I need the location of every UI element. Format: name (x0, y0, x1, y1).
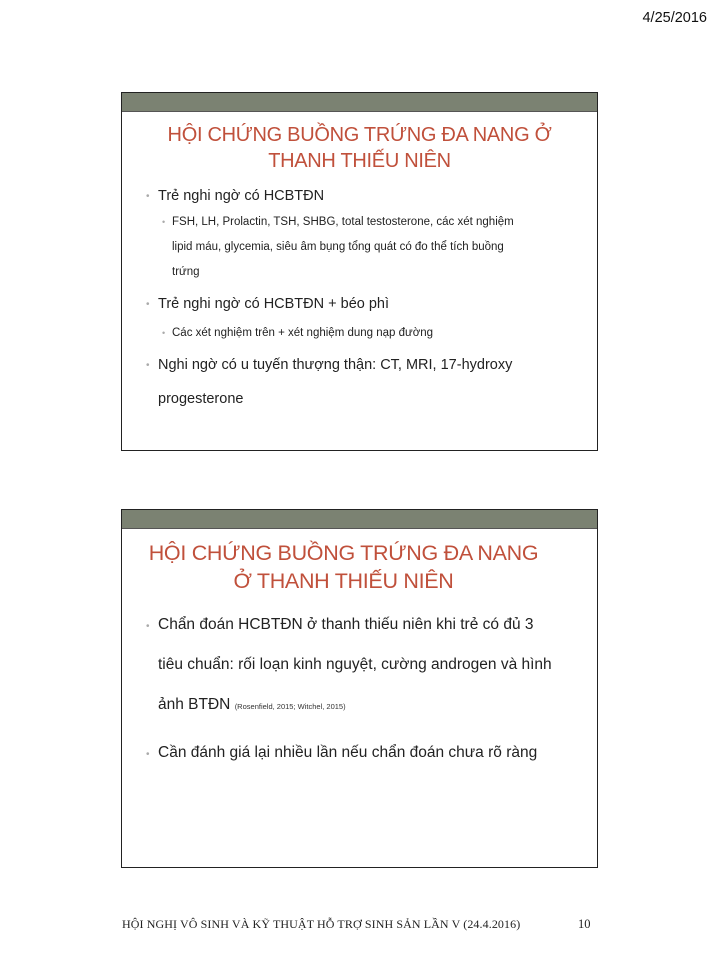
bullet-item: • Cần đánh giá lại nhiều lần nếu chẩn đoán chưa rõ ràng (122, 733, 597, 773)
bullet-line: ảnh BTĐN (158, 696, 231, 713)
citation: (Rosenfield, 2015; Witchel, 2015) (234, 702, 346, 711)
bullet-line: Nghi ngờ có u tuyến thượng thận: CT, MRI, 17-hydroxy (158, 357, 513, 373)
slide-title-line-2: THANH THIẾU NIÊN (268, 150, 451, 172)
sub-bullet-item: • Các xét nghiệm trên + xét nghiệm dung nạp đường (122, 321, 597, 346)
bullet-list (122, 605, 597, 773)
sub-bullet-line: lipid máu, glycemia, siêu âm bụng tổng quát có đo thể tích buồng (172, 241, 504, 253)
bullet-item: • Trẻ nghi ngờ có HCBTĐN + béo phì (122, 287, 597, 321)
bullet-item (122, 605, 597, 727)
page-footer: HỘI NGHỊ VÔ SINH VÀ KỸ THUẬT HỖ TRỢ SINH SẢN LẦN V (24.4.2016) (122, 917, 521, 931)
slide-title-line-2: Ở THANH THIẾU NIÊN (233, 569, 454, 593)
print-date: 4/25/2016 (642, 10, 707, 26)
slide-header-bar (122, 93, 597, 112)
slide-title-line-1: HỘI CHỨNG BUỒNG TRỨNG ĐA NANG Ở (167, 124, 552, 146)
page-number: 10 (578, 917, 591, 931)
bullet-line: progesterone (158, 391, 244, 407)
slide-title-line-1: HỘI CHỨNG BUỒNG TRỨNG ĐA NANG (148, 541, 539, 565)
bullet-item: • Trẻ nghi ngờ có HCBTĐN (122, 182, 597, 210)
bullet-list (122, 182, 597, 416)
slide-title (114, 529, 597, 595)
bullet-line: tiêu chuẩn: rối loạn kinh nguyệt, cường androgen và hình (158, 656, 552, 673)
sub-bullet-line: trứng (172, 266, 200, 278)
slide-thumbnail-1 (121, 92, 598, 451)
bullet-item (122, 348, 597, 416)
slide-thumbnail-2 (121, 509, 598, 868)
sub-bullet-item (122, 210, 597, 285)
sub-bullet-line: FSH, LH, Prolactin, TSH, SHBG, total testosterone, các xét nghiệm (172, 216, 514, 228)
bullet-line: Chẩn đoán HCBTĐN ở thanh thiếu niên khi trẻ có đủ 3 (158, 616, 534, 633)
slide-title (122, 112, 597, 174)
slide-header-bar (122, 510, 597, 529)
